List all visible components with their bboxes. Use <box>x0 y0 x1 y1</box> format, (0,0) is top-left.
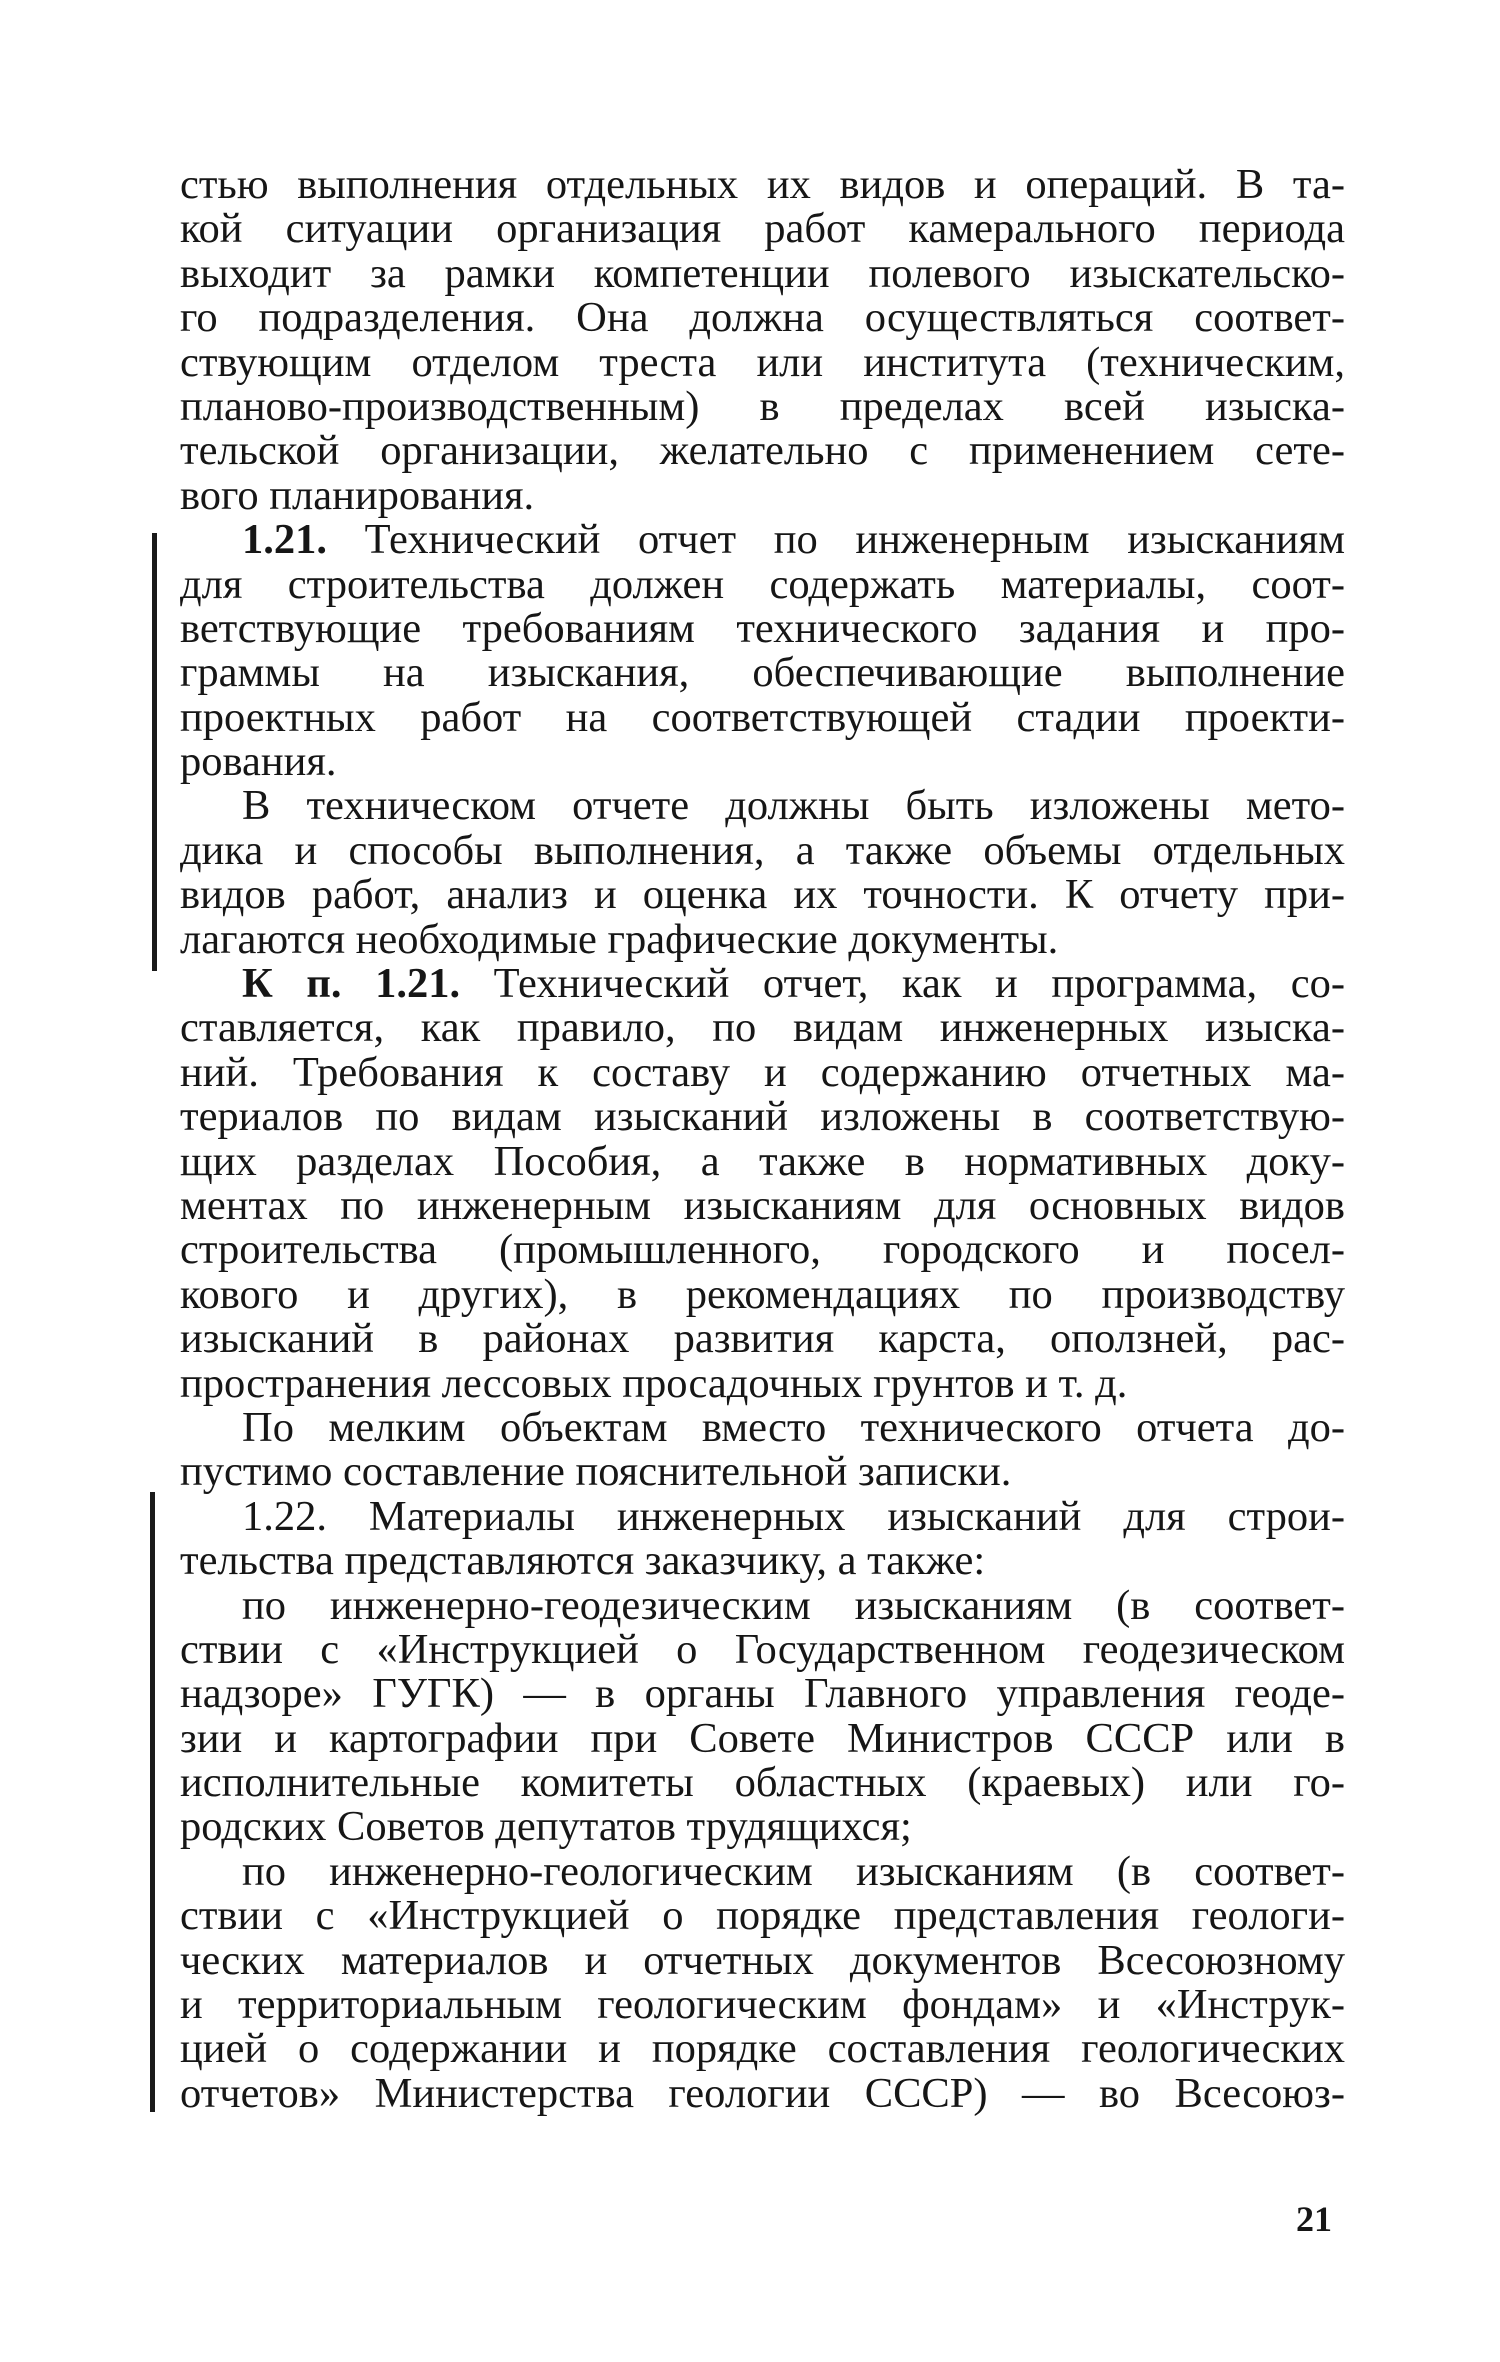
text-line: вого планирования. <box>180 473 535 519</box>
text-line <box>180 1584 1345 1628</box>
text-line: проектных работ на соответствующей стадии проекти- <box>180 695 1345 741</box>
text-run: По мелким объектам вместо технического отчета до- <box>242 1405 1345 1451</box>
paragraph <box>180 784 1345 962</box>
text-line: изысканий в районах развития карста, оползней, рас- <box>180 1317 1345 1362</box>
paragraph <box>180 1584 1345 1850</box>
text-line <box>180 1850 1345 1894</box>
clause-number: 1.21. <box>242 518 327 563</box>
revision-margin-bar <box>152 533 157 971</box>
text-run: Технический отчет по инженерным изысканиям <box>327 518 1345 563</box>
text-line: планово-производственным) в пределах всей изыска- <box>180 384 1345 430</box>
text-line: кой ситуации организация работ камерального периода <box>180 207 1345 252</box>
text-line: тельской организации, желательно с применением сете- <box>180 429 1345 474</box>
text-line: рования. <box>180 740 337 785</box>
paragraph-clause-1-21 <box>180 518 1345 784</box>
paragraph-clause-1-22 <box>180 1495 1345 1584</box>
text-line: кового и других), в рекомендациях по производству <box>180 1272 1345 1318</box>
paragraph <box>180 1850 1345 2116</box>
text-run: по инженерно-геологическим изысканиям (в соответ- <box>242 1849 1345 1895</box>
text-line: родских Советов депутатов трудящихся; <box>180 1805 912 1850</box>
text-run: Технический отчет, как и программа, со- <box>460 962 1345 1007</box>
text-line: зии и картографии при Совете Министров СССР или в <box>180 1716 1345 1762</box>
text-line <box>180 784 1345 828</box>
text-line: тельства представляются заказчику, а также: <box>180 1539 986 1584</box>
text-run: В техническом отчете должны быть изложены мето- <box>242 784 1345 829</box>
text-line: дика и способы выполнения, а также объемы отдельных <box>180 828 1345 874</box>
text-line: ставляется, как правило, по видам инженерных изыска- <box>180 1006 1345 1051</box>
text-line: ний. Требования к составу и содержанию отчетных ма- <box>180 1050 1345 1096</box>
text-line: исполнительные комитеты областных (краевых) или го- <box>180 1761 1345 1806</box>
text-line: граммы на изыскания, обеспечивающие выполнение <box>180 651 1345 696</box>
text-line: и территориальным геологическим фондам» и «Инструк- <box>180 1983 1345 2028</box>
text-line: ствии с «Инструкцией о Государственном геодезическом <box>180 1627 1345 1673</box>
text-line: для строительства должен содержать материалы, соот- <box>180 562 1345 607</box>
paragraph-commentary-1-21 <box>180 962 1345 1406</box>
text-line: ветствующие требованиям технического задания и про- <box>180 606 1345 652</box>
text-line: цией о содержании и порядке составления геологических <box>180 2027 1345 2072</box>
text-line: пространения лессовых просадочных грунтов и т. д. <box>180 1361 1128 1406</box>
text-line: ческих материалов и отчетных документов Всесоюзному <box>180 1938 1345 1984</box>
text-line: териалов по видам изысканий изложены в соответствую- <box>180 1095 1345 1140</box>
text-line: щих разделах Пособия, а также в нормативных доку- <box>180 1139 1345 1184</box>
text-line: отчетов» Министерства геологии СССР) — во Всесоюз- <box>180 2071 1345 2117</box>
text-line: стью выполнения отдельных их видов и операций. В та- <box>180 163 1345 208</box>
text-line <box>180 962 1345 1006</box>
text-line <box>180 1406 1345 1450</box>
text-run: по инженерно-геодезическим изысканиям (в соответ- <box>242 1583 1345 1628</box>
text-line: лагаются необходимые графические документы. <box>180 917 1059 963</box>
text-line: ствующим отделом треста или института (техническим, <box>180 340 1345 385</box>
text-line: видов работ, анализ и оценка их точности. К отчету при- <box>180 873 1345 918</box>
text-line <box>180 1495 1345 1539</box>
text-line: надзоре» ГУГК) — в органы Главного управления геоде- <box>180 1672 1345 1717</box>
commentary-label: К п. 1.21. <box>242 962 461 1007</box>
text-run: 1.22. Материалы инженерных изысканий для строи- <box>242 1494 1345 1540</box>
text-line: ствии с «Инструкцией о порядке представления геологи- <box>180 1894 1345 1939</box>
body-text <box>180 163 1345 2116</box>
paragraph <box>180 1406 1345 1495</box>
text-line: го подразделения. Она должна осуществляться соответ- <box>180 296 1345 341</box>
text-line: строительства (промышленного, городского и посел- <box>180 1228 1345 1273</box>
text-line: выходит за рамки компетенции полевого изыскательско- <box>180 251 1345 297</box>
revision-margin-bar <box>150 1492 155 2112</box>
text-line: пустимо составление пояснительной записки. <box>180 1450 1012 1495</box>
text-line <box>180 518 1345 562</box>
paragraph <box>180 163 1345 518</box>
page-number: 21 <box>1296 2199 1332 2239</box>
text-line: ментах по инженерным изысканиям для основных видов <box>180 1183 1345 1229</box>
